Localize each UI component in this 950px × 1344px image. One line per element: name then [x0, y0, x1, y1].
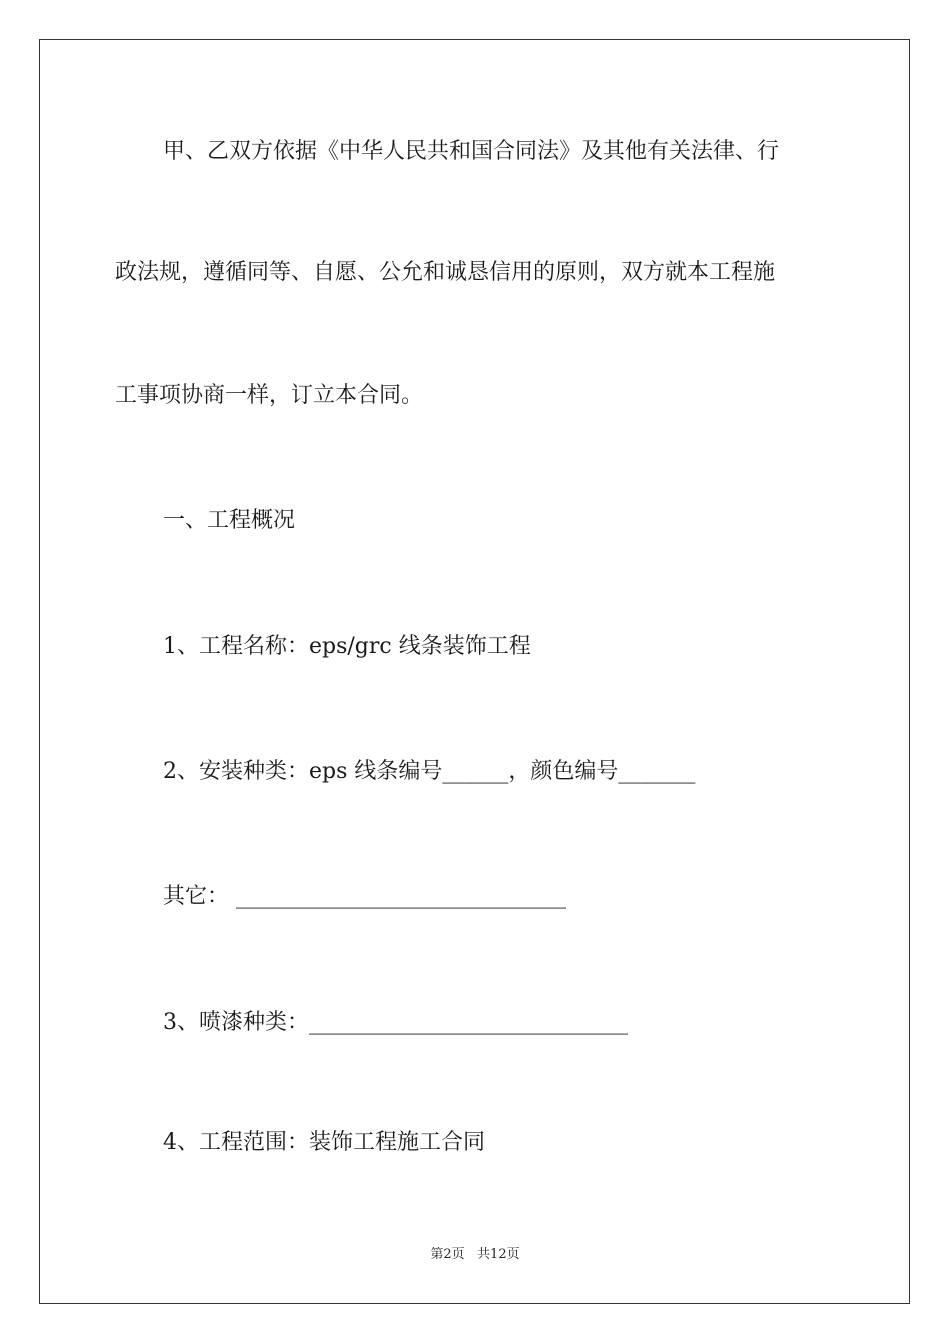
- paragraph-line-2: 政法规，遵循同等、自愿、公允和诚恳信用的原则，双方就本工程施: [115, 260, 776, 285]
- section-heading: 一、工程概况: [163, 508, 296, 533]
- item-paint-type: 3、喷漆种类：_____________________________: [163, 1010, 628, 1035]
- item-install-type: 2、安装种类：eps 线条编号______，颜色编号_______: [163, 759, 696, 784]
- page-number-footer: 第2页 共12页: [430, 1247, 520, 1262]
- item-project-scope: 4、工程范围：装饰工程施工合同: [163, 1130, 485, 1155]
- paragraph-line-1: 甲、乙双方依据《中华人民共和国合同法》及其他有关法律、行: [163, 139, 780, 164]
- page-border: [39, 39, 910, 1304]
- paragraph-line-3: 工事项协商一样，订立本合同。: [115, 383, 424, 408]
- item-project-name: 1、工程名称：eps/grc 线条装饰工程: [163, 634, 531, 659]
- item-other: 其它： ______________________________: [163, 884, 566, 909]
